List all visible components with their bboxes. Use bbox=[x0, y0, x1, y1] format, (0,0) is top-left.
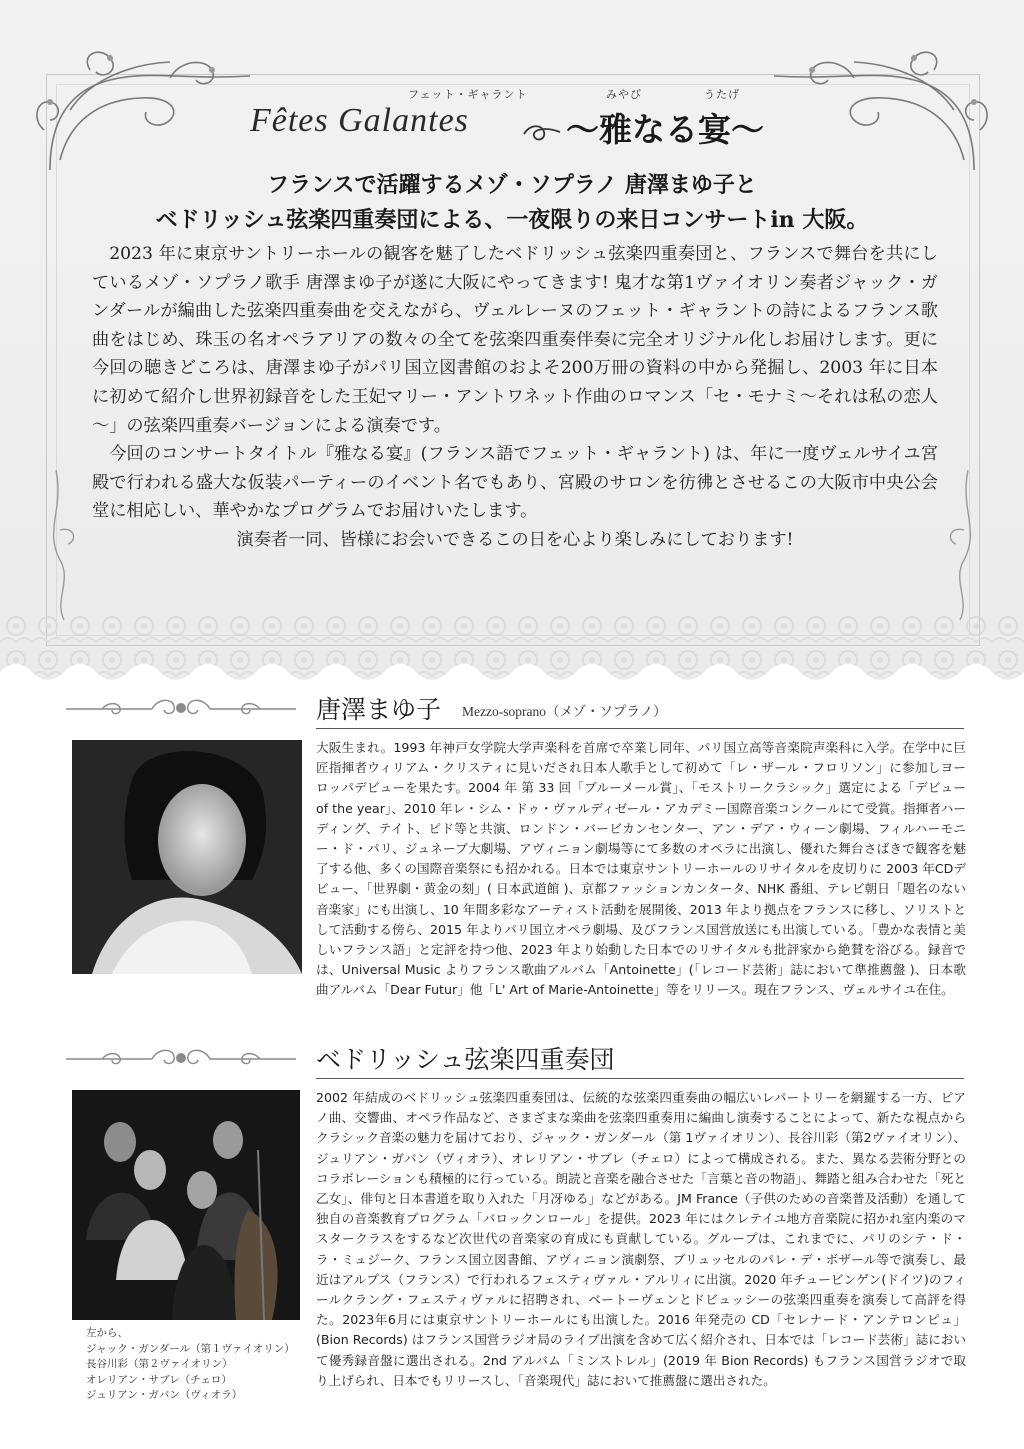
quartet-name: ベドリッシュ弦楽四重奏団 bbox=[316, 1045, 615, 1074]
quartet-biography: 2002 年結成のベドリッシュ弦楽四重奏団は、伝統的な弦楽四重奏曲の幅広いレパートリーを網羅する一方、ピアノ曲、交響曲、オペラ作品など、さまざまな楽曲を弦楽四重奏用に編曲し演奏することによって、新たな視点からクラシック音楽の魅力を届けており、ジャック・ガンダール（第 1ヴァイオリン）、長谷川彩（第2ヴァイオリン）、ジュリアン・ガバン（ヴィオラ）、オレリアン・サブレ（チェロ）によって構成される。また、異なる芸術分野とのコラボレーションも積極的に行っている。朗読と音楽を融合させた「言葉と音の物語」、舞踏と組み合わせた「死と乙女」、俳句と日本書道を取り入れた「月冴ゆる」などがある。JM France（子供のための音楽普及活動）を通して独自の音楽教育プログラム「バロックンロール」を提供。2023 年にはクレテイユ地方音楽院に招かれ室内楽のマスタークラスをするなど次世代の音楽家の育成にも貢献している。グループは、これまでに、パリのシテ・ド・ラ・ミュジーク、フランス国立図書館、アヴィニョン演劇祭、ブリュッセルのパレ・デ・ボザール等で演奏し、最近はアルプス（フランス）で行われるフェスティヴァル・アルリィに出演。2020 年チュービンゲン(ドイツ)のフィールクラング・フェスティヴァルに招聘され、ベートーヴェンとドビュッシーの弦楽四重奏を演奏して高評を得た。2023年6月には東京サントリーホールにも出演した。2016 年発売の CD「セレナード・アンテロンピュ」(Bion Records) はフランス国営ラジオ局のライブ出演を含めて広く紹介され、日本では「レコード芸術」誌において優秀録音盤に選出される。2nd アルバム「ミンストレル」(2019 年 Bion Records) もフランス国営ラジオで取り上げられ、日本でもリリースし、「音楽現代」誌において推薦盤に選出された。 bbox=[316, 1090, 966, 1388]
lead-line-1: フランスで活躍するメゾ・ソプラノ 唐澤まゆ子と bbox=[267, 172, 757, 198]
caption-line: ジュリアン・ガバン（ヴィオラ） bbox=[86, 1389, 243, 1401]
intro-closing: 演奏者一同、皆様にお会いできるこの日を心より楽しみにしております! bbox=[236, 529, 794, 550]
title-swirl-icon bbox=[520, 120, 564, 146]
section-ornament-quartet bbox=[62, 1044, 300, 1074]
singer-divider bbox=[316, 728, 964, 729]
section-ornament-singer bbox=[62, 694, 300, 724]
singer-biography: 大阪生まれ。1993 年神戸女学院大学声楽科を首席で卒業し同年、パリ国立高等音楽院声楽科に入学。在学中に巨匠指揮者ウィリアム・クリスティに見いだされ日本人歌手として初めて「レ・ザール・フロリソン」に参加しヨーロッパデビューを果たす。2004 年 第 33 回「ブルーメール賞」、「モストリークラシック」選定による「デビュー of the year」、2010 年レ・シム・ドゥ・ヴァルディゼール・アカデミー国際音楽コンクールにて受賞。指揮者ハーディング、テイト、ピド等と共演、ロンドン・バービカンセンター、アン・デア・ウィーン劇場、フィルハーモニー・ド・パリ、ジュネーブ大劇場、アヴィニョン劇場等にて多数のオペラに出演し、優れた舞台さばきで観客を魅了する他、多くの国際音楽祭にも招かれる。日本では東京サントリーホールのリサイタルを皮切りに 2003 年CDデビュー、「世界劇・黄金の刻」( 日本武道館 )、京都ファッションカンタータ、NHK 番組、テレビ朝日「題名のない音楽家」にも出演し、10 年間多彩なアーティスト活動を展開後、2013 年より拠点をフランスに移し、ソリストとして活動する傍ら、2015 年よりパリ国立オペラ劇場、及びフランス国営放送にも出演している。「豊かな表情と美しいフランス語」と定評を持つ他、2023 年より始動した日本でのリサイタルも批評家から絶賛を浴びる。録音では、Universal Music よりフランス歌曲アルバム「Antoinette」(「レコード芸術」誌において準推薦盤 )、日本歌曲アルバム「Dear Futur」他「L' Art of Marie-Antoinette」等をリリース。現在フランス、ヴェルサイユ在住。 bbox=[316, 740, 966, 998]
quartet-group-photo bbox=[72, 1090, 300, 1320]
quartet-divider bbox=[316, 1078, 964, 1079]
caption-line: ジャック・ガンダール（第１ヴァイオリン） bbox=[86, 1342, 295, 1355]
quartet-photo-caption bbox=[86, 1326, 316, 1404]
flourish-ornament-bottom-right bbox=[930, 470, 990, 620]
header-panel bbox=[0, 0, 1024, 680]
title-japanese: ～雅なる宴～ bbox=[566, 110, 764, 149]
title-latin: Fêtes Galantes bbox=[250, 102, 469, 139]
singer-name: 唐澤まゆ子 bbox=[316, 695, 442, 724]
caption-line: オレリアン・サブレ（チェロ） bbox=[86, 1373, 232, 1386]
flourish-ornament-top-right bbox=[764, 40, 994, 180]
title-ruby-latin: フェット・ギャラント bbox=[408, 88, 528, 101]
flourish-ornament-top-left bbox=[30, 40, 260, 180]
intro-paragraph-2: 今回のコンサートタイトル『雅なる宴』(フランス語でフェット・ギャラント) は、年に一度ヴェルサイユ宮殿で行われる盛大な仮装パーティーのイベント名でもあり、宮殿のサロンを彷彿とさせるこの大阪市中央公会堂に相応しい、華やかなプログラムでお届けいたします。 bbox=[92, 444, 938, 522]
singer-role: Mezzo-soprano（メゾ・ソプラノ） bbox=[462, 704, 667, 719]
intro-text bbox=[92, 240, 938, 555]
lace-border bbox=[0, 612, 1024, 680]
flourish-ornament-bottom-left bbox=[34, 470, 94, 620]
caption-line: 長谷川彩（第２ヴァイオリン） bbox=[86, 1358, 233, 1370]
intro-paragraph-1: 2023 年に東京サントリーホールの観客を魅了したベドリッシュ弦楽四重奏団と、フランスで舞台を共にしているメゾ・ソプラノ歌手 唐澤まゆ子が遂に大阪にやってきます! 鬼才な第1ヴァイオリン奏者ジャック・ガンダールが編曲した弦楽四重奏曲を交えながら、ヴェルレーヌのフェット・ギャラントの詩によるフランス歌曲をはじめ、珠玉の名オペラアリアの数々の全てを弦楽四重奏伴奏に完全オリジナル化しお届けします。更に今回の聴きどころは、唐澤まゆ子がパリ国立図書館のおよそ200万冊の資料の中から発掘し、2003 年に日本に初めて紹介し世界初録音をした王妃マリー・アントワネット作曲のロマンス「セ・モナミ～それは私の恋人～」の弦楽四重奏バージョンによる演奏です。 bbox=[92, 244, 938, 436]
ruby-utage: うたげ bbox=[704, 88, 740, 101]
caption-line: 左から、 bbox=[86, 1327, 128, 1339]
ruby-miyabi: みやび bbox=[606, 88, 642, 101]
singer-portrait-photo bbox=[72, 740, 302, 974]
lead-line-2: ベドリッシュ弦楽四重奏団による、一夜限りの来日コンサートin 大阪。 bbox=[155, 207, 869, 233]
